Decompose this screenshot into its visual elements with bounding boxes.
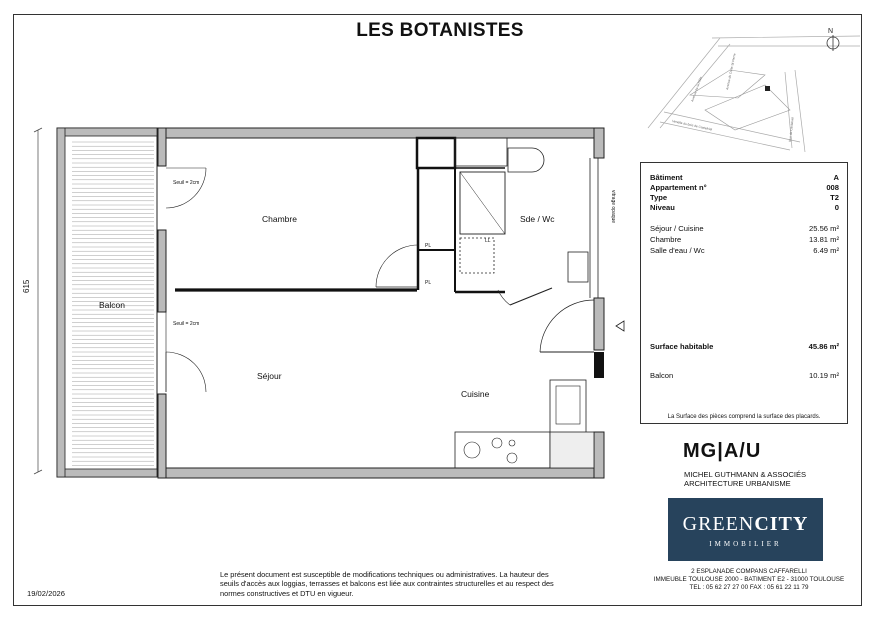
- balcon-surface-row: Balcon 10.19 m²: [650, 371, 839, 380]
- north-label: N: [828, 28, 834, 35]
- architect-name: MICHEL GUTHMANN & ASSOCIÉS ARCHITECTURE URBANISME: [684, 470, 807, 488]
- info-row: Niveau 0: [650, 203, 839, 212]
- room-label-cuisine: Cuisine: [461, 389, 490, 399]
- room-label-sejour: Séjour: [257, 371, 282, 381]
- surface-row: Chambre 13.81 m²: [650, 235, 839, 244]
- street-label: Venelle du bois de Castelviel: [671, 119, 713, 132]
- surface-note: La Surface des pièces comprend la surface des placards.: [667, 414, 821, 420]
- greencity-logo: GREENCITY IMMOBILIER: [668, 498, 823, 561]
- washing-machine-label: LL: [485, 238, 491, 244]
- info-row: Appartement n° 008: [650, 183, 839, 192]
- room-label-sde: Sde / Wc: [520, 214, 555, 224]
- apartment-info-box: [640, 162, 848, 424]
- info-row: Bâtiment A: [650, 173, 839, 182]
- surface-row: Salle d'eau / Wc 6.49 m²: [650, 246, 839, 255]
- street-label: Avenue de Crète St Pierre: [725, 53, 737, 91]
- threshold-label: Seuil = 2cm: [173, 180, 200, 186]
- threshold-label: Seuil = 2cm: [173, 321, 200, 327]
- placard-label: PL: [425, 280, 432, 286]
- placard-label: PL: [425, 243, 432, 249]
- developer-address: 2 ESPLANADE COMPANS CAFFARELLI IMMEUBLE TOULOUSE 2000 - BATIMENT E2 - 31000 TOULOUSE TEL : 05 62 27 27 00 FAX : 05 61 22 11 79: [653, 568, 845, 591]
- disclaimer: Le présent document est susceptible de modifications techniques ou administratives. La hauteur des seuils d'accès aux loggias, terrasses et balcons est liée aux contraintes structurelles et au respect des normes constructives et DTU en vigueur.: [220, 570, 554, 598]
- vitrage-label: vitrage opaque: [610, 190, 616, 224]
- total-surface-row: Surface habitable 45.86 m²: [650, 342, 839, 351]
- room-label-chambre: Chambre: [262, 214, 297, 224]
- dimension-label: 615: [22, 279, 31, 293]
- room-label-balcon: Balcon: [99, 300, 125, 310]
- street-label: Avenue de la Flûte: [690, 76, 704, 103]
- page-title: LES BOTANISTES: [356, 20, 524, 41]
- street-label: Rue de Castelviel: [788, 116, 795, 143]
- info-row: Type T2: [650, 193, 839, 202]
- architect-logo: MG|A/U: [683, 440, 762, 462]
- site-map: [648, 28, 860, 152]
- surface-row: Séjour / Cuisine 25.56 m²: [650, 224, 839, 233]
- document-date: 19/02/2026: [27, 589, 66, 598]
